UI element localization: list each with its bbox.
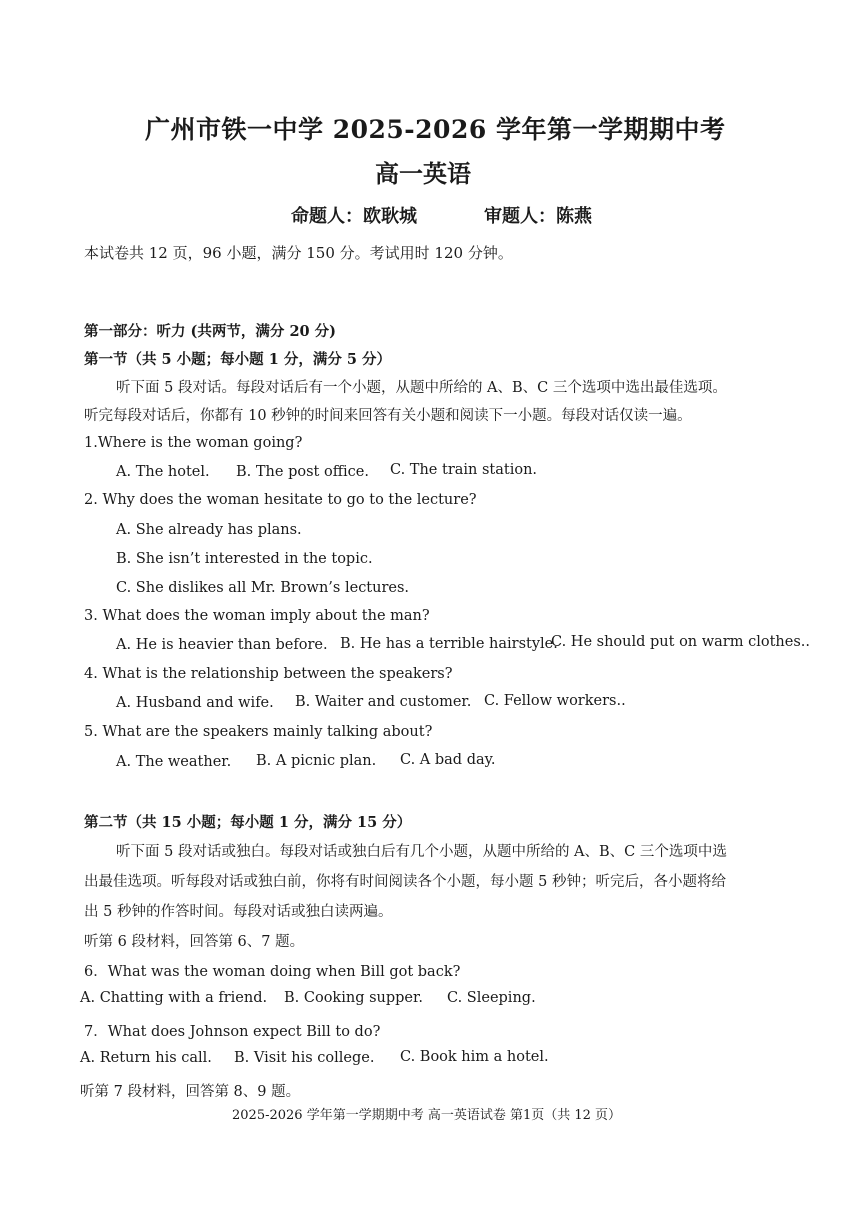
section2-instruction-3: 出 5 秒钟的作答时间。每段对话或独白读两遍。 — [84, 904, 393, 920]
question-4-option-b: B. Waiter and customer. — [295, 694, 472, 710]
section2-instruction-1: 听下面 5 段对话或独白。每段对话或独白后有几个小题，从题中所给的 A、B、C 三个选项中选 — [116, 844, 727, 860]
part1-heading: 第一部分：听力 (共两节，满分 20 分) — [84, 323, 337, 340]
question-1-option-a: A. The hotel. — [116, 464, 210, 480]
question-4-stem: 4. What is the relationship between the speakers? — [84, 666, 453, 682]
question-4-option-c: C. Fellow workers.. — [484, 693, 626, 709]
question-3-option-b: B. He has a terrible hairstyle. — [340, 636, 558, 652]
question-3-option-c: C. He should put on warm clothes.. — [551, 634, 810, 650]
exam-intro: 本试卷共 12 页，96 小题，满分 150 分。考试用时 120 分钟。 — [84, 244, 513, 262]
question-1-stem: 1.Where is the woman going? — [84, 435, 303, 451]
question-3-stem: 3. What does the woman imply about the man? — [84, 608, 430, 624]
section2-instruction-2: 出最佳选项。听每段对话或独白前，你将有时间阅读各个小题，每小题 5 秒钟；听完后，各小题将给 — [84, 874, 726, 890]
question-6-option-c: C. Sleeping. — [447, 990, 536, 1006]
question-3-option-a: A. He is heavier than before. — [116, 637, 328, 653]
section1-instruction-2: 听完每段对话后，你都有 10 秒钟的时间来回答有关小题和阅读下一小题。每段对话仅读一遍。 — [84, 408, 692, 424]
question-6-option-b: B. Cooking supper. — [284, 990, 423, 1006]
question-2-option-a: A. She already has plans. — [116, 522, 302, 538]
question-2-option-c: C. She dislikes all Mr. Brown’s lectures. — [116, 580, 410, 596]
material-6-note: 听第 6 段材料，回答第 6、7 题。 — [84, 934, 305, 950]
question-6-stem: 6．What was the woman doing when Bill got back? — [84, 964, 461, 980]
exam-author: 命题人：欧耿城 — [291, 206, 417, 227]
question-6-option-a: A. Chatting with a friend. — [80, 990, 268, 1006]
page-footer: 2025-2026 学年第一学期期中考 高一英语试卷 第1页（共 12 页） — [232, 1108, 622, 1123]
question-2-option-b: B. She isn’t interested in the topic. — [116, 551, 373, 567]
question-2-stem: 2. Why does the woman hesitate to go to the lecture? — [84, 492, 477, 508]
question-5-stem: 5. What are the speakers mainly talking about? — [84, 724, 433, 740]
section2-heading: 第二节（共 15 小题；每小题 1 分，满分 15 分） — [84, 814, 412, 831]
question-7-option-b: B. Visit his college. — [234, 1050, 375, 1066]
exam-title: 广州市铁一中学 2025-2026 学年第一学期期中考 — [145, 115, 726, 144]
question-5-option-a: A. The weather. — [116, 754, 232, 770]
question-7-stem: 7．What does Johnson expect Bill to do? — [84, 1024, 381, 1040]
material-7-note: 听第 7 段材料，回答第 8、9 题。 — [80, 1084, 301, 1100]
section1-instruction-1: 听下面 5 段对话。每段对话后有一个小题，从题中所给的 A、B、C 三个选项中选出最佳选项。 — [116, 380, 727, 396]
question-5-option-b: B. A picnic plan. — [256, 753, 377, 769]
question-7-option-c: C. Book him a hotel. — [400, 1049, 549, 1065]
question-7-option-a: A. Return his call. — [80, 1050, 212, 1066]
exam-reviewer: 审题人：陈燕 — [484, 206, 592, 227]
question-5-option-c: C. A bad day. — [400, 752, 496, 768]
exam-subject: 高一英语 — [375, 159, 471, 188]
question-1-option-c: C. The train station. — [390, 462, 538, 478]
section1-heading: 第一节（共 5 小题；每小题 1 分，满分 5 分） — [84, 351, 392, 368]
question-1-option-b: B. The post office. — [236, 464, 369, 480]
question-4-option-a: A. Husband and wife. — [116, 695, 274, 711]
